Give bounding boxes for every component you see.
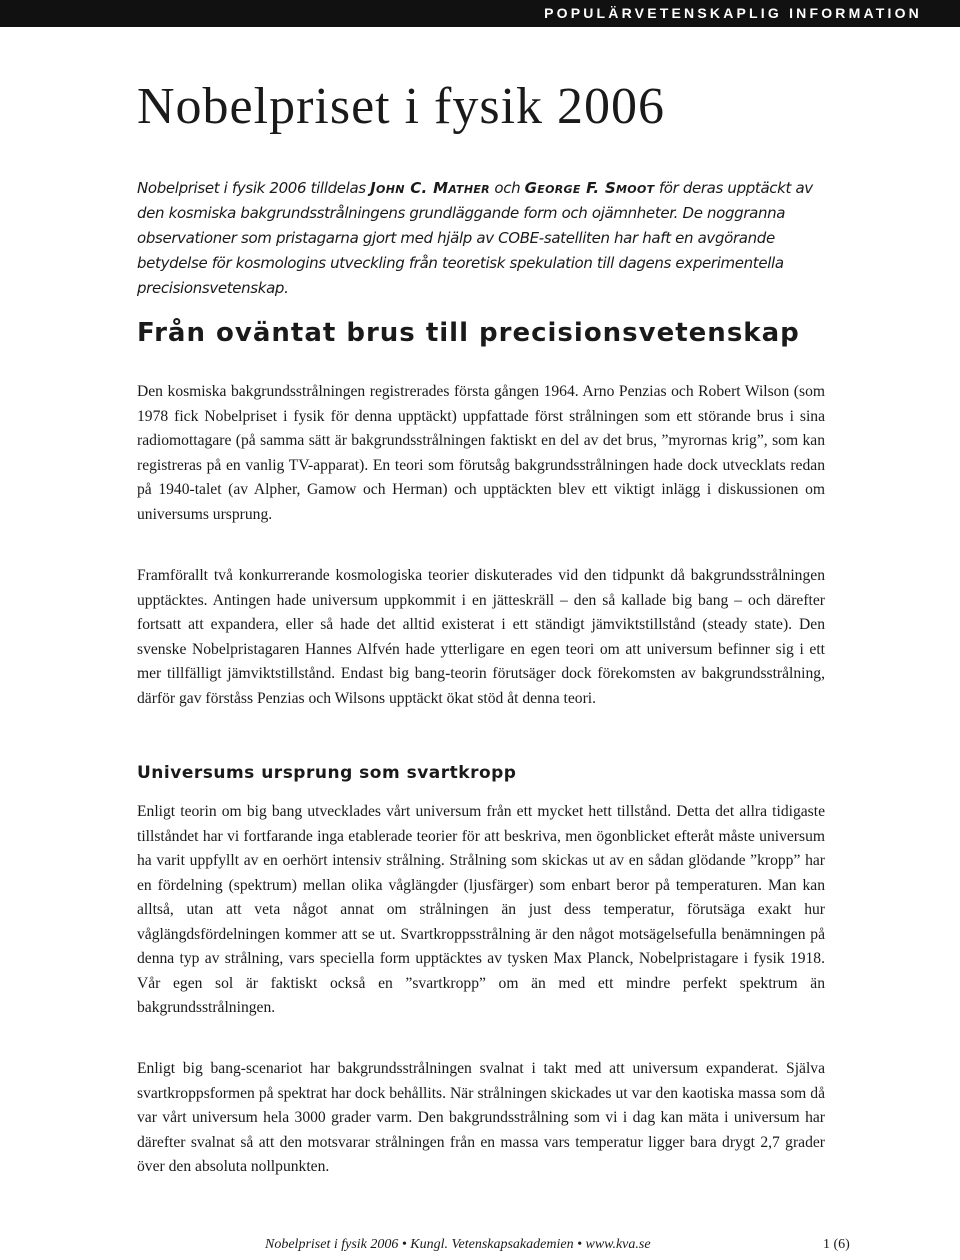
laureate-name-smoot: George F. Smoot	[524, 179, 655, 197]
body-paragraph-1: Den kosmiska bakgrundsstrålningen registrerades första gången 1964. Arno Penzias och Robert Wilson (som 1978 fick Nobelpriset i fysik för denna upptäckt) uppfattade först strålningen som ett störande brus i sina radiomottagare (på samma sätt är bakgrundsstrålningen faktiskt en del av det brus, ”myrornas krig”, som kan registreras på en vanlig TV-apparat). En teori som förutsåg bakgrundsstrålningen hade dock utvecklats redan på 1940-talet (av Alpher, Gamow och Herman) och upptäckten blev ett viktigt inlägg i diskussionen om universums ursprung.	[137, 383, 825, 523]
lead-paragraph	[137, 176, 837, 301]
body-paragraph-2: Framförallt två konkurrerande kosmologiska teorier diskuterades vid den tidpunkt då bakgrundsstrålningen upptäcktes. Antingen hade universum uppkommit i en jätteskräll – den så kallade big bang – och därefter fortsatt att expandera, eller så hade det alltid existerat i ett ständigt jämviktstillstånd (steady state). Den svenske Nobelpristagaren Hannes Alfvén hade ytterligare en egen teori om att universum befinner sig i ett mer tillfälligt jämviktstillstånd. Endast big bang-teorin förutsäger dock förekomsten av bakgrundsstrålning, därför gav förståss Penzias och Wilsons upptäckt ökat stöd åt denna teori.	[137, 567, 825, 707]
body-paragraph-4: Enligt big bang-scenariot har bakgrundsstrålningen svalnat i takt med att universum expanderat. Själva svartkroppsformen på spektrat har dock behållits. När strålningen skickades ut var den kaotiska massa som då var vårt universum hela 3000 grader varm. Den bakgrundsstrålning som vi i dag kan mäta i universum har därefter svalnat så att den motsvarar strålningen från en massa vars temperatur ligger bara drygt 2,7 grader över den absoluta nollpunkten.	[137, 1060, 825, 1175]
lead-text-2: och	[489, 179, 525, 197]
header-label: POPULÄRVETENSKAPLIG INFORMATION	[544, 5, 922, 21]
header-bar	[0, 0, 960, 27]
lead-text-3: för deras upptäckt av den kosmiska bakgrundsstrålningens grundläggande form och ojämnheter. De noggranna observationer som pristagarna gjort med hjälp av COBE-satelliten har haft en avgörande betydelse för kosmologins utveckling från teoretisk spekulation till dagens experimentella precisionsvetenskap.	[137, 179, 813, 297]
footer-citation: Nobelpriset i fysik 2006 • Kungl. Vetenskapsakademien • www.kva.se	[265, 1237, 651, 1252]
lead-text-1: Nobelpriset i fysik 2006 tilldelas	[137, 179, 371, 197]
page-number: 1 (6)	[823, 1237, 850, 1252]
page-title: Nobelpriset i fysik 2006	[137, 78, 666, 135]
body-paragraph-3: Enligt teorin om big bang utvecklades vårt universum från ett mycket hett tillstånd. Detta det allra tidigaste tillståndet har vi fortfarande inga etablerade teorier för att beskriva, men ögonblicket efteråt måste universum ha varit uppfyllt av en oerhört intensiv strålning. Strålning som skickas ut av en sådan glödande ”kropp” har en fördelning (spektrum) mellan olika våglängder (ljusfärger) som enbart beror på temperaturen. Man kan alltså, utan att veta något annat om strålningen än just dess temperatur, förutsäga exakt hur våglängdsfördelningen kommer att se ut. Svartkroppsstrålning är den något motsägelsefulla benämningen på denna typ av strålning, vars speciella form upptäcktes av tysken Max Planck, Nobelpristagare i fysik 1918. Vår egen sol är faktiskt också en ”svartkropp” om än med ett mindre perfekt spektrum än bakgrundsstrålningen.	[137, 803, 825, 1016]
laureate-name-mather: John C. Mather	[370, 179, 490, 197]
section-heading-2: Universums ursprung som svartkropp	[137, 763, 517, 783]
section-heading-1: Från oväntat brus till precisionsvetenskap	[137, 318, 800, 348]
